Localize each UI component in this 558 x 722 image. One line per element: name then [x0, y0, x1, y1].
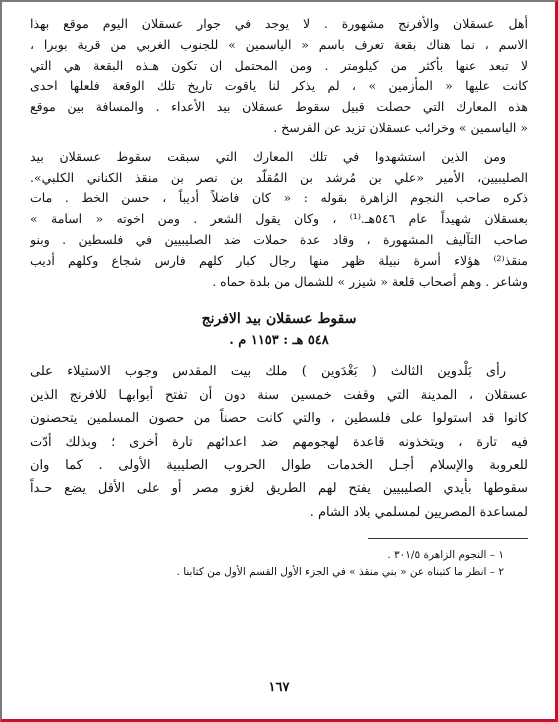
text-line: « الياسمين » وخرائب عسقلان تزيد عن الفرسخ . — [273, 119, 528, 135]
page-number: ١٦٧ — [268, 680, 290, 695]
paragraph-2 — [30, 147, 528, 293]
text-line: ومن الذين استشهدوا في تلك المعارك التي سبقت سقوط عسقلان بيد — [30, 148, 506, 164]
text-line: لمساعدة المصريين لمسلمي بلاد الشام . — [309, 504, 528, 520]
document-page — [30, 14, 528, 581]
paragraph-3 — [30, 360, 528, 524]
text-line: كانوا قد استولوا على فلسطين ، والتي كانت حصناً من حصون المسلمين يتحصنون — [30, 411, 528, 427]
text-line: صاحب التآليف المشهورة ، وقاد عدة حملات ضد الصليبيين في فلسطين . وبنو — [30, 231, 528, 247]
text-line: سقوطها بأيدي الصليبيين يفتح لهم الطريق لغزو مصر أو على الأقل يضع حـداً — [30, 481, 528, 497]
text-line: للعروبة والإسلام أجـل الخدمات طوال الحروب الصليبية الأولى . كما وان — [30, 457, 528, 473]
text-line: فيه تارة ، ويتخذونه قاعدة لهجومهم ضد اعدائهم تارة أخرى ؛ وبذلك أدّت — [30, 434, 528, 450]
text-line: لا تبعد عنها بأكثر من كيلومتر . ومن المحتمل ان تكون هـذه البقعة هي التي — [30, 57, 528, 73]
text-line: منقذ⁽²⁾ هؤلاء أسرة نبيلة ظهر منها رجال كبار كلهم فارس شجاع وكلهم أديب — [30, 252, 528, 268]
text-line: ذكره صاحب النجوم الزاهرة بقوله : « كان فاضلاً أديباً ، حسن الخط . مات — [30, 190, 528, 206]
text-line: بعسقلان شهيداً عام ٥٤٦هـ.⁽¹⁾ ، وكان يقول الشعر . ومن اخوته « اسامة » — [30, 211, 528, 227]
text-line: عسقلان ، المدينة التي وقفت خمسين سنة دون أن تفتح أبوابهـا للافرنج الذين — [30, 387, 528, 403]
footnote-2: ٢ – انظر ما كتبناه عن « بني منقذ » في الجزء الأول القسم الأول من كتابنا . — [176, 566, 504, 579]
text-line: وشاعر . وهم أصحاب قلعة « شيزر » للشمال من بلدة حماه . — [212, 273, 528, 289]
footnote-divider — [368, 538, 528, 539]
text-line: الصليبيين، الأمير «علي بن مُرشد بن المُقلّد بن نصر بن منقذ الكناني الكلبي». — [30, 169, 528, 185]
paragraph-1 — [30, 14, 528, 139]
text-line: رأى بَلْدوين الثالث ( بَغْدَوين ) ملك بيت المقدس وجوب الاستيلاء على — [30, 364, 506, 380]
section-title: سقوط عسقلان بيد الافرنج — [201, 311, 357, 328]
footnote-1: ١ – النجوم الزاهرة ٣٠١/٥ . — [387, 549, 504, 562]
section-date: ٥٤٨ هـ : ١١٥٣ م . — [229, 333, 329, 349]
text-line: هذه المعارك التي حصلت قبيل سقوط عسقلان بيد الأعداء . والمسافة بين موقع — [30, 99, 528, 115]
text-line: كانت عليها « المأزمين » ، لم يذكر لنا ياقوت تاريخ تلك الوقعة فلعلها احدى — [30, 78, 528, 94]
text-line: الاسم ، نما هناك بقعة تعرف باسم « الياسمين » للجنوب الغربي من قرية بوبرا ، — [30, 36, 528, 52]
text-line: أهل عسقلان والأفرنج مشهورة . لا يوجد في جوار عسقلان اليوم موقع بهذا — [30, 16, 528, 31]
footnotes — [30, 547, 528, 581]
